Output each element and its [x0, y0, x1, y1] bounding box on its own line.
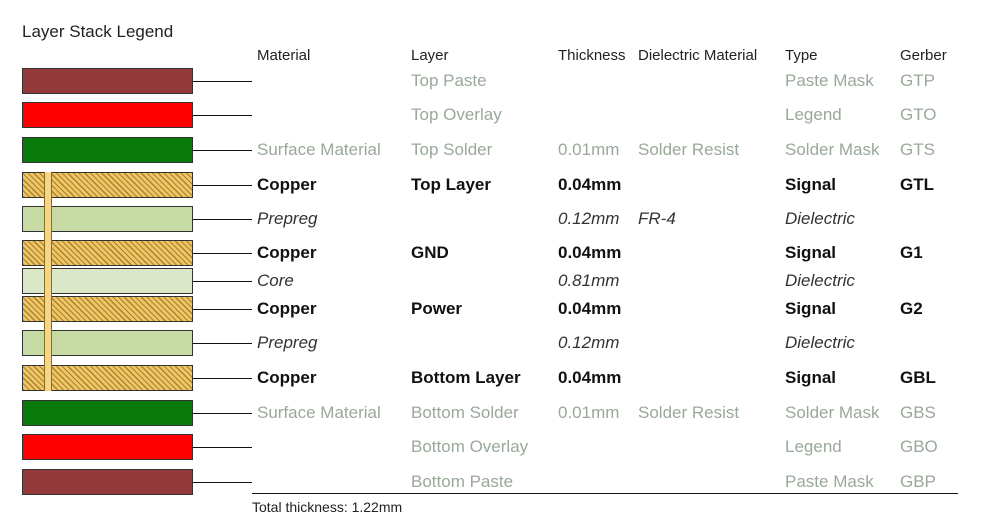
cell-type: Paste Mask	[785, 71, 874, 90]
cell-gerber: GBO	[900, 437, 938, 456]
leader-line	[193, 253, 252, 254]
cell-layer: Top Paste	[411, 71, 487, 90]
cell-dielectric: Solder Resist	[638, 140, 740, 159]
cell-layer: Top Overlay	[411, 105, 502, 124]
leader-line	[193, 281, 252, 282]
leader-line	[193, 309, 252, 310]
leader-line	[193, 413, 252, 414]
cell-gerber: GBP	[900, 472, 936, 491]
cell-type: Legend	[785, 437, 842, 456]
cell-layer: Power	[411, 299, 463, 318]
cell-material: Copper	[257, 243, 317, 262]
cell-thickness: 0.81mm	[558, 271, 620, 290]
cell-material: Surface Material	[257, 403, 381, 422]
layer-swatch-paste	[22, 68, 193, 94]
header-material: Material	[257, 47, 311, 64]
cell-dielectric: Solder Resist	[638, 403, 740, 422]
cell-gerber: G1	[900, 243, 923, 262]
leader-line	[193, 115, 252, 116]
cell-layer: Bottom Layer	[411, 368, 521, 387]
cell-layer: Top Solder	[411, 140, 493, 159]
header-dielectric-material: Dielectric Material	[638, 47, 758, 64]
cell-material: Surface Material	[257, 140, 381, 159]
cell-gerber: GBS	[900, 403, 936, 422]
via-barrel	[44, 172, 52, 391]
cell-thickness: 0.12mm	[558, 333, 620, 352]
cell-type: Dielectric	[785, 333, 855, 352]
cell-layer: Top Layer	[411, 175, 491, 194]
layer-swatch-overlay	[22, 434, 193, 460]
cell-type: Signal	[785, 299, 837, 318]
cell-layer: Bottom Overlay	[411, 437, 529, 456]
cell-type: Paste Mask	[785, 472, 874, 491]
leader-line	[193, 378, 252, 379]
layer-swatch-paste	[22, 469, 193, 495]
layer-swatch-solder	[22, 400, 193, 426]
cell-type: Dielectric	[785, 271, 855, 290]
cell-thickness: 0.04mm	[558, 243, 622, 262]
cell-thickness: 0.01mm	[558, 403, 620, 422]
cell-thickness: 0.01mm	[558, 140, 620, 159]
leader-line	[193, 81, 252, 82]
leader-line	[193, 185, 252, 186]
legend-title: Layer Stack Legend	[22, 22, 174, 41]
cell-gerber: GTP	[900, 71, 935, 90]
header-layer: Layer	[411, 47, 449, 64]
cell-thickness: 0.04mm	[558, 299, 622, 318]
header-type: Type	[785, 47, 818, 64]
cell-type: Legend	[785, 105, 842, 124]
header-thickness: Thickness	[558, 47, 626, 64]
cell-type: Signal	[785, 175, 837, 194]
layer-swatch-overlay	[22, 102, 193, 128]
cell-gerber: GTL	[900, 175, 934, 194]
cell-material: Copper	[257, 299, 317, 318]
cell-dielectric: FR-4	[638, 209, 676, 228]
cell-material: Copper	[257, 175, 317, 194]
cell-thickness: 0.04mm	[558, 368, 622, 387]
cell-layer: Bottom Solder	[411, 403, 519, 422]
cell-gerber: GBL	[900, 368, 936, 387]
header-gerber: Gerber	[900, 47, 947, 64]
leader-line	[193, 447, 252, 448]
cell-layer: GND	[411, 243, 449, 262]
cell-material: Copper	[257, 368, 317, 387]
leader-line	[193, 343, 252, 344]
cell-layer: Bottom Paste	[411, 472, 514, 491]
cell-gerber: G2	[900, 299, 923, 318]
leader-line	[193, 219, 252, 220]
layer-swatch-solder	[22, 137, 193, 163]
table-bottom-rule	[252, 493, 958, 494]
cell-material: Prepreg	[257, 333, 318, 352]
cell-type: Dielectric	[785, 209, 855, 228]
cell-gerber: GTS	[900, 140, 935, 159]
cell-material: Core	[257, 271, 294, 290]
cell-thickness: 0.12mm	[558, 209, 620, 228]
total-thickness: Total thickness: 1.22mm	[252, 499, 403, 515]
cell-material: Prepreg	[257, 209, 318, 228]
leader-line	[193, 482, 252, 483]
cell-thickness: 0.04mm	[558, 175, 622, 194]
cell-gerber: GTO	[900, 105, 937, 124]
cell-type: Signal	[785, 368, 837, 387]
leader-line	[193, 150, 252, 151]
cell-type: Signal	[785, 243, 837, 262]
cell-type: Solder Mask	[785, 140, 880, 159]
cell-type: Solder Mask	[785, 403, 880, 422]
